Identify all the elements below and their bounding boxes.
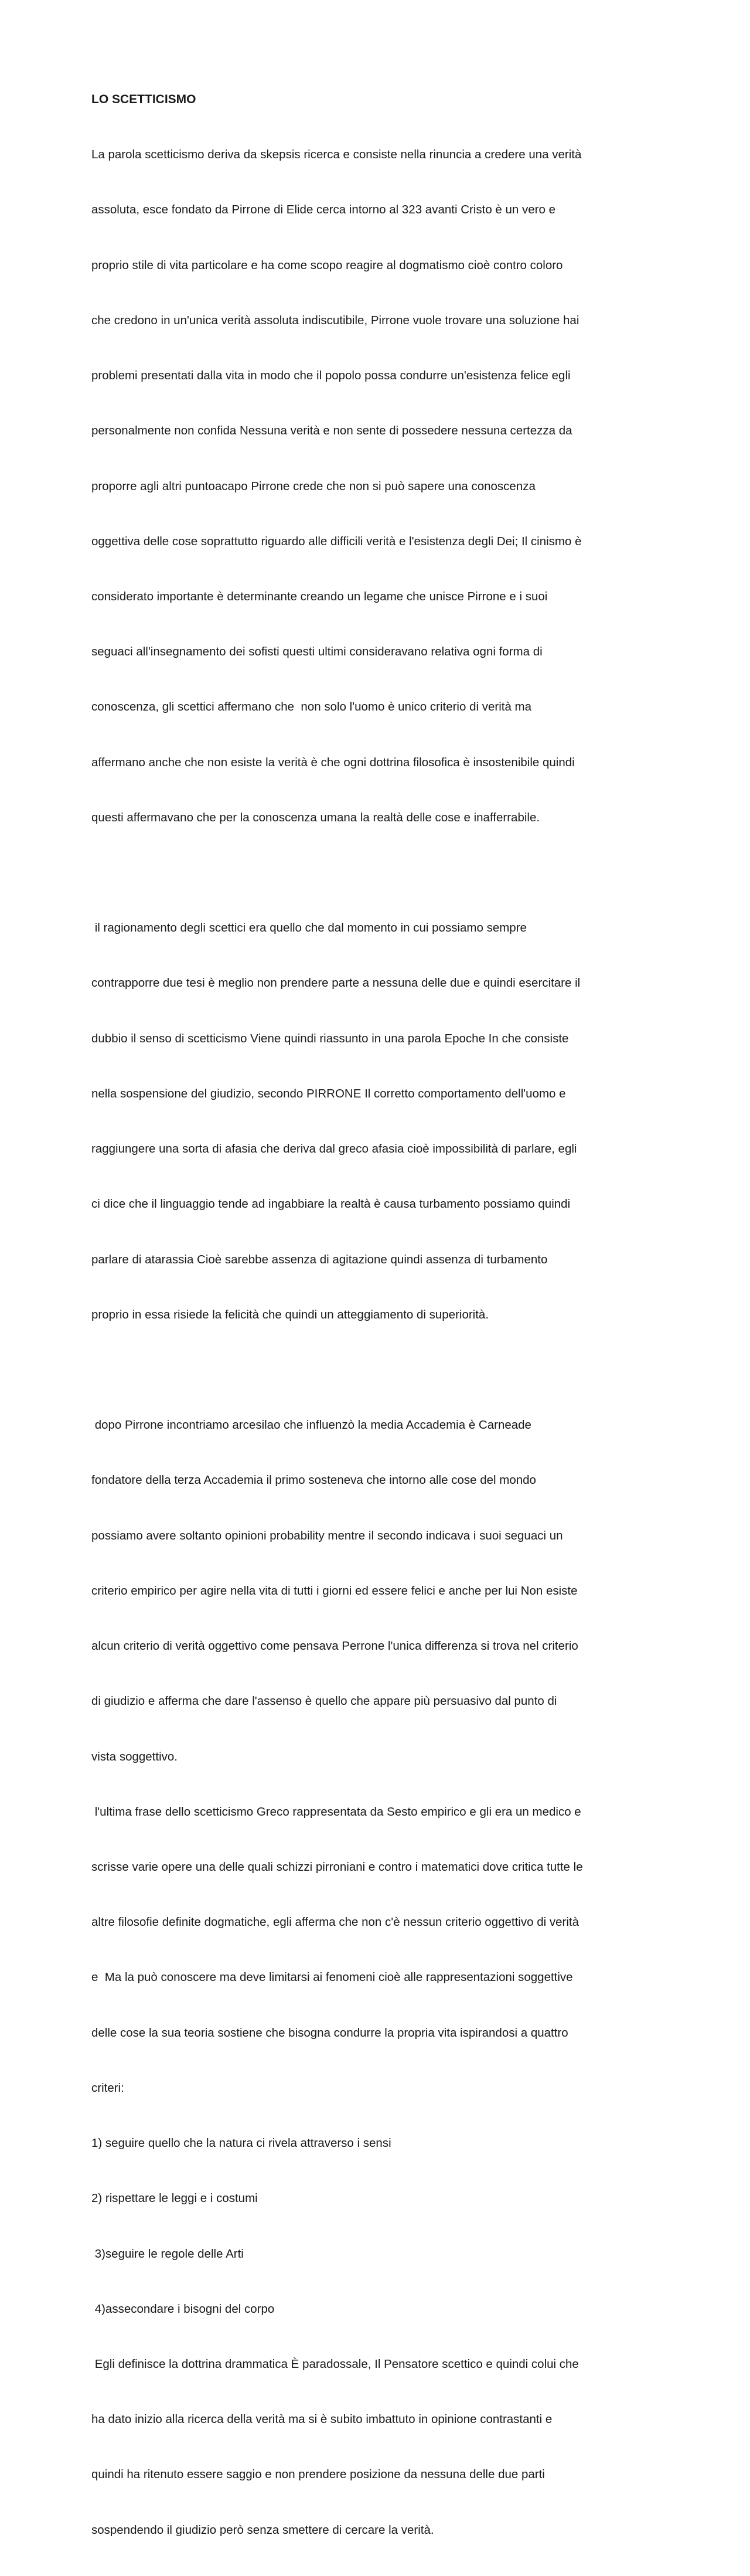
text-line: il ragionamento degli scettici era quello che dal momento in cui possiamo sempre: [91, 921, 527, 935]
text-line: proprio in essa risiede la felicità che quindi un atteggiamento di superiorità.: [91, 1307, 489, 1321]
text-line: possiamo avere soltanto opinioni probability mentre il secondo indicava i suoi seguaci un: [91, 1528, 563, 1542]
text-line: delle cose la sua teoria sostiene che bisogna condurre la propria vita ispirandosi a quattro: [91, 2026, 568, 2040]
text-line: criterio empirico per agire nella vita di tutti i giorni ed essere felici e anche per lui Non esiste: [91, 1583, 578, 1598]
text-line: dubbio il senso di scetticismo Viene quindi riassunto in una parola Epoche In che consiste: [91, 1031, 569, 1045]
text-line: proprio stile di vita particolare e ha come scopo reagire al dogmatismo cioè contro coloro: [91, 258, 563, 272]
text-line: conoscenza, gli scettici affermano che non solo l'uomo è unico criterio di verità ma: [91, 700, 532, 714]
text-line: scrisse varie opere una delle quali schizzi pirroniani e contro i matematici dove critica tutte le: [91, 1860, 583, 1874]
document-title: LO SCETTICISMO: [91, 93, 196, 106]
text-line: di giudizio e afferma che dare l'assenso è quello che appare più persuasivo dal punto di: [91, 1694, 557, 1708]
text-line: raggiungere una sorta di afasia che deriva dal greco afasia cioè impossibilità di parlare, egli: [91, 1142, 577, 1156]
text-line: quindi ha ritenuto essere saggio e non prendere posizione da nessuna delle due parti: [91, 2468, 545, 2482]
list-item: 2) rispettare le leggi e i costumi: [91, 2191, 258, 2205]
text-line: Egli definisce la dottrina drammatica È paradossale, Il Pensatore scettico e quindi colui che: [91, 2357, 579, 2371]
text-line: La parola scetticismo deriva da skepsis ricerca e consiste nella rinuncia a credere una verità: [91, 148, 582, 162]
list-item: 4)assecondare i bisogni del corpo: [91, 2302, 275, 2316]
text-line: ci dice che il linguaggio tende ad ingabbiare la realtà è causa turbamento possiamo quindi: [91, 1197, 571, 1211]
paragraph-gap: [91, 1361, 666, 1379]
text-line: dopo Pirrone incontriamo arcesilao che influenzò la media Accademia è Carneade: [91, 1418, 531, 1432]
text-line: fondatore della terza Accademia il primo sosteneva che intorno alle cose del mondo: [91, 1473, 536, 1487]
text-line: seguaci all'insegnamento dei sofisti questi ultimi consideravano relativa ogni forma di: [91, 645, 543, 659]
text-line: l'ultima frase dello scetticismo Greco rappresentata da Sesto empirico e gli era un medico e: [91, 1804, 581, 1819]
text-line: alcun criterio di verità oggettivo come pensava Perrone l'unica differenza si trova nel criterio: [91, 1639, 578, 1653]
list-item: 1) seguire quello che la natura ci rivela attraverso i sensi: [91, 2136, 391, 2150]
text-line: sospendendo il giudizio però senza smettere di cercare la verità.: [91, 2523, 434, 2537]
text-line: affermano anche che non esiste la verità è che ogni dottrina filosofica è insostenibile quindi: [91, 755, 575, 769]
text-line: che credono in un'unica verità assoluta indiscutibile, Pirrone vuole trovare una soluzione hai: [91, 313, 579, 327]
text-line: contrapporre due tesi è meglio non prendere parte a nessuna delle due e quindi esercitare il: [91, 976, 581, 990]
text-line: assoluta, esce fondato da Pirrone di Elide cerca intorno al 323 avanti Cristo è un vero e: [91, 203, 555, 217]
paragraph-1: [91, 108, 666, 864]
text-line: criteri:: [91, 2081, 124, 2095]
list-item: 3)seguire le regole delle Arti: [91, 2247, 244, 2261]
text-line: altre filosofie definite dogmatiche, egli afferma che non c'è nessun criterio oggettivo di verità: [91, 1915, 579, 1929]
text-line: questi affermavano che per la conoscenza umana la realtà delle cose e inafferrabile.: [91, 810, 540, 824]
text-line: ha dato inizio alla ricerca della verità ma si è subito imbattuto in opinione contrastanti e: [91, 2412, 553, 2427]
text-line: oggettiva delle cose soprattutto riguardo alle difficili verità e l'esistenza degli Dei; Il cinismo è: [91, 534, 582, 548]
document-body: [91, 90, 666, 2576]
text-line: e Ma la può conoscere ma deve limitarsi ai fenomeni cioè alle rappresentazioni soggettive: [91, 1970, 573, 1984]
text-line: parlare di atarassia Cioè sarebbe assenza di agitazione quindi assenza di turbamento: [91, 1252, 548, 1266]
text-line: problemi presentati dalla vita in modo che il popolo possa condurre un'esistenza felice egli: [91, 369, 571, 383]
paragraph-gap: [91, 864, 666, 882]
paragraph-3: [91, 1379, 666, 2575]
text-line: nella sospensione del giudizio, secondo PIRRONE Il corretto comportamento dell'uomo e: [91, 1086, 566, 1100]
text-line: proporre agli altri puntoacapo Pirrone crede che non si può sapere una conoscenza: [91, 479, 536, 493]
text-line: considerato importante è determinante creando un legame che unisce Pirrone e i suoi: [91, 589, 548, 603]
text-line: personalmente non confida Nessuna verità e non sente di possedere nessuna certezza da: [91, 424, 572, 438]
paragraph-2: [91, 882, 666, 1361]
text-line: vista soggettivo.: [91, 1749, 178, 1763]
